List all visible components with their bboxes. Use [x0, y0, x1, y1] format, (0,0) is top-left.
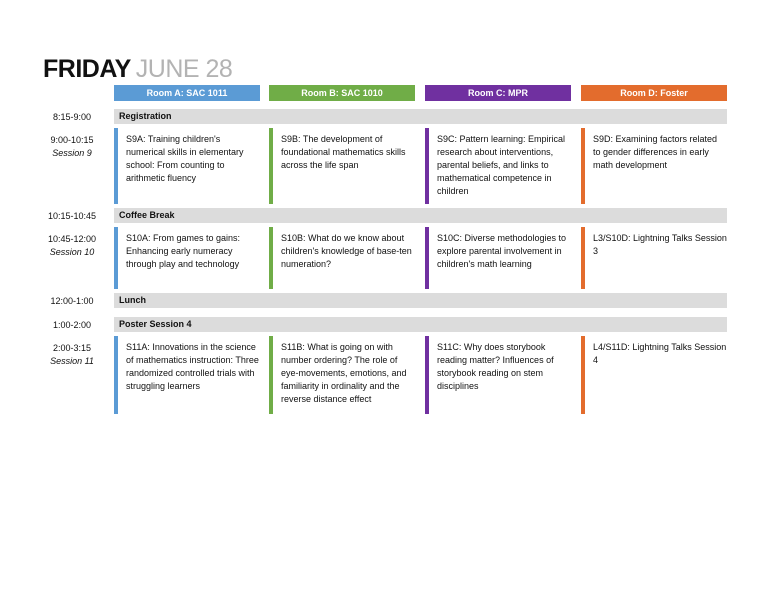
session-label: Session 10	[49, 247, 95, 257]
session-label: Session 9	[52, 148, 92, 158]
talk-s11b: S11B: What is going on with number ordering? The role of eye-movements, emotions, and familiarity in ordinality and the reverse distance effect	[269, 336, 415, 414]
time-label: 8:15-9:00	[52, 112, 92, 122]
lunch-bar: Lunch	[114, 293, 727, 308]
time-session9	[34, 134, 110, 160]
time-coffee	[34, 210, 110, 223]
poster-session-bar: Poster Session 4	[114, 317, 727, 332]
time-label: 2:00-3:15	[52, 343, 92, 353]
talk-s10d: L3/S10D: Lightning Talks Session 3	[581, 227, 727, 289]
time-label: 1:00-2:00	[52, 320, 92, 330]
time-poster	[34, 319, 110, 332]
talk-s10b: S10B: What do we know about children's knowledge of base-ten numeration?	[269, 227, 415, 289]
talk-s11c: S11C: Why does storybook reading matter? Influences of storybook reading on stem disciplines	[425, 336, 571, 414]
coffee-break-bar: Coffee Break	[114, 208, 727, 223]
talk-s10a: S10A: From games to gains: Enhancing early numeracy through play and technology	[114, 227, 260, 289]
talk-s10c: S10C: Diverse methodologies to explore parental involvement in children's math learning	[425, 227, 571, 289]
time-lunch	[34, 295, 110, 308]
time-session11	[34, 342, 110, 368]
time-session10	[34, 233, 110, 259]
talk-s11a: S11A: Innovations in the science of mathematics instruction: Three randomized controlled trials with struggling learners	[114, 336, 260, 414]
page-title	[43, 55, 232, 83]
session-label: Session 11	[50, 356, 94, 366]
talk-s9a: S9A: Training children's numerical skills in elementary school: From counting to arithmetic fluency	[114, 128, 260, 204]
talk-s11d: L4/S11D: Lightning Talks Session 4	[581, 336, 727, 414]
time-label: 9:00-10:15	[50, 135, 94, 145]
time-label: 10:15-10:45	[47, 211, 97, 221]
talk-s9c: S9C: Pattern learning: Empirical research about interventions, parental beliefs, and links to mathematical competence in children	[425, 128, 571, 204]
title-day: FRIDAY	[43, 55, 131, 83]
room-a-header: Room A: SAC 1011	[114, 85, 260, 101]
room-b-header: Room B: SAC 1010	[269, 85, 415, 101]
time-label: 10:45-12:00	[47, 234, 97, 244]
time-registration	[34, 111, 110, 124]
registration-bar: Registration	[114, 109, 727, 124]
talk-s9d: S9D: Examining factors related to gender differences in early math development	[581, 128, 727, 204]
time-label: 12:00-1:00	[50, 296, 94, 306]
talk-s9b: S9B: The development of foundational mathematics skills across the life span	[269, 128, 415, 204]
room-c-header: Room C: MPR	[425, 85, 571, 101]
title-date: JUNE 28	[135, 55, 233, 83]
room-d-header: Room D: Foster	[581, 85, 727, 101]
